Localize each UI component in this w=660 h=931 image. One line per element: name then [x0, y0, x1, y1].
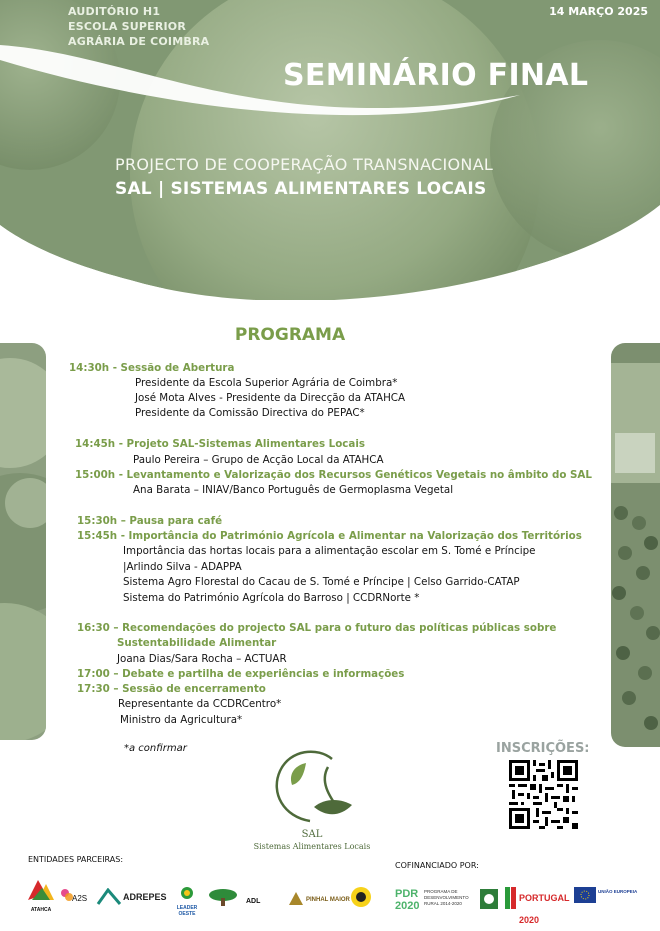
- qr-code-icon[interactable]: [509, 760, 578, 829]
- program-session-heading: 17:00 – Debate e partilha de experiências e informações: [77, 668, 405, 680]
- leader-oeste-logo: [170, 886, 204, 917]
- cofinanced-label: COFINANCIADO POR:: [395, 861, 479, 870]
- program-speaker: Presidente da Escola Superior Agrária de Coimbra*: [135, 377, 398, 389]
- right-seeds-photo: [611, 343, 660, 747]
- eu-name: UNIÃO EUROPEIA: [598, 889, 638, 894]
- venue-line: AGRÁRIA DE COIMBRA: [68, 35, 210, 48]
- a2s-name: A2S: [72, 894, 88, 903]
- program-speaker: Sistema Agro Florestal do Cacau de S. Tomé e Príncipe | Celso Garrido-CATAP: [123, 576, 520, 588]
- program-speaker: Ana Barata – INIAV/Banco Português de Germoplasma Vegetal: [133, 484, 454, 496]
- program-session-heading: 14:30h - Sessão de Abertura: [69, 362, 235, 374]
- atahca-logo: [24, 876, 58, 914]
- program-speaker: Importância das hortas locais para a alimentação escolar em S. Tomé e Príncipe: [123, 545, 536, 557]
- footnote: *a confirmar: [124, 743, 187, 754]
- project-name: SAL | SISTEMAS ALIMENTARES LOCAIS: [115, 179, 487, 199]
- program-speaker: Joana Dias/Sara Rocha – ACTUAR: [117, 653, 287, 665]
- registration-label: INSCRIÇÕES:: [496, 741, 590, 756]
- program-speaker: Paulo Pereira – Grupo de Acção Local da ATAHCA: [133, 454, 384, 466]
- portugal2020-logo: [505, 887, 570, 925]
- adrepes-logo: [96, 888, 168, 914]
- program-session-heading: 15:30h – Pausa para café: [77, 515, 223, 527]
- project-subtitle: PROJECTO DE COOPERAÇÃO TRANSNACIONAL: [115, 155, 494, 174]
- pdr2020-name: PDR 2020: [395, 888, 420, 912]
- republic-emblem-icon: [480, 889, 498, 909]
- pinhal-icon: [288, 891, 304, 907]
- pinhal-maior-name: PINHAL MAIOR: [306, 897, 350, 903]
- venue-line: AUDITÓRIO H1: [68, 5, 161, 18]
- partner-round-logo: [350, 886, 372, 908]
- leaf-circle-icon: [270, 745, 354, 835]
- adrepes-name: ADREPES: [123, 892, 167, 902]
- hero-banner: [0, 0, 660, 300]
- program-session-heading: 15:45h - Importância do Património Agrícola e Alimentar na Valorização dos Territórios: [77, 530, 582, 542]
- left-apple-photo: [0, 343, 46, 740]
- program-speaker: Sistema do Património Agrícola do Barroso | CCDRNorte *: [123, 592, 420, 604]
- eu-flag-icon: [574, 887, 596, 903]
- program-speaker: Presidente da Comissão Directiva do PEPAC*: [135, 407, 365, 419]
- tree-logo: [208, 888, 246, 912]
- program-session-heading: 14:45h - Projeto SAL-Sistemas Alimentares Locais: [75, 438, 365, 450]
- sal-logo-name: SAL: [301, 829, 323, 840]
- program-speaker: |Arlindo Silva - ADAPPA: [123, 561, 242, 573]
- sal-logo-tagline: Sistemas Alimentares Locais: [253, 842, 371, 851]
- event-title: SEMINÁRIO FINAL: [283, 58, 589, 93]
- partners-label: ENTIDADES PARCEIRAS:: [28, 855, 124, 864]
- portugal2020-name: PORTUGAL 2020: [519, 893, 570, 925]
- program-session-heading: 16:30 – Recomendações do projecto SAL para o futuro das políticas públicas sobre: [77, 622, 557, 634]
- adl-name: ADL: [246, 898, 261, 905]
- venue-line: ESCOLA SUPERIOR: [68, 20, 187, 33]
- program-speaker: Ministro da Agricultura*: [120, 714, 243, 726]
- program-speaker: Representante da CCDRCentro*: [118, 698, 282, 710]
- leader-oeste-name: LEADER OESTE: [176, 905, 198, 917]
- atahca-name: ATAHCA: [30, 907, 52, 913]
- program-session-heading: 17:30 – Sessão de encerramento: [77, 683, 266, 695]
- program-speaker: José Mota Alves - Presidente da Direcção da ATAHCA: [135, 392, 406, 404]
- a2s-logo: [60, 888, 92, 912]
- venue: [68, 4, 209, 49]
- program-session-heading: Sustentabilidade Alimentar: [117, 637, 277, 649]
- program-title: PROGRAMA: [234, 325, 346, 345]
- program-session-heading: 15:00h - Levantamento e Valorização dos Recursos Genéticos Vegetais no âmbito do SAL: [75, 469, 592, 481]
- event-date: 14 MARÇO 2025: [549, 5, 648, 18]
- pdr-program-name: PROGRAMA DE DESENVOLVIMENTO RURAL 2014-2020: [424, 889, 469, 906]
